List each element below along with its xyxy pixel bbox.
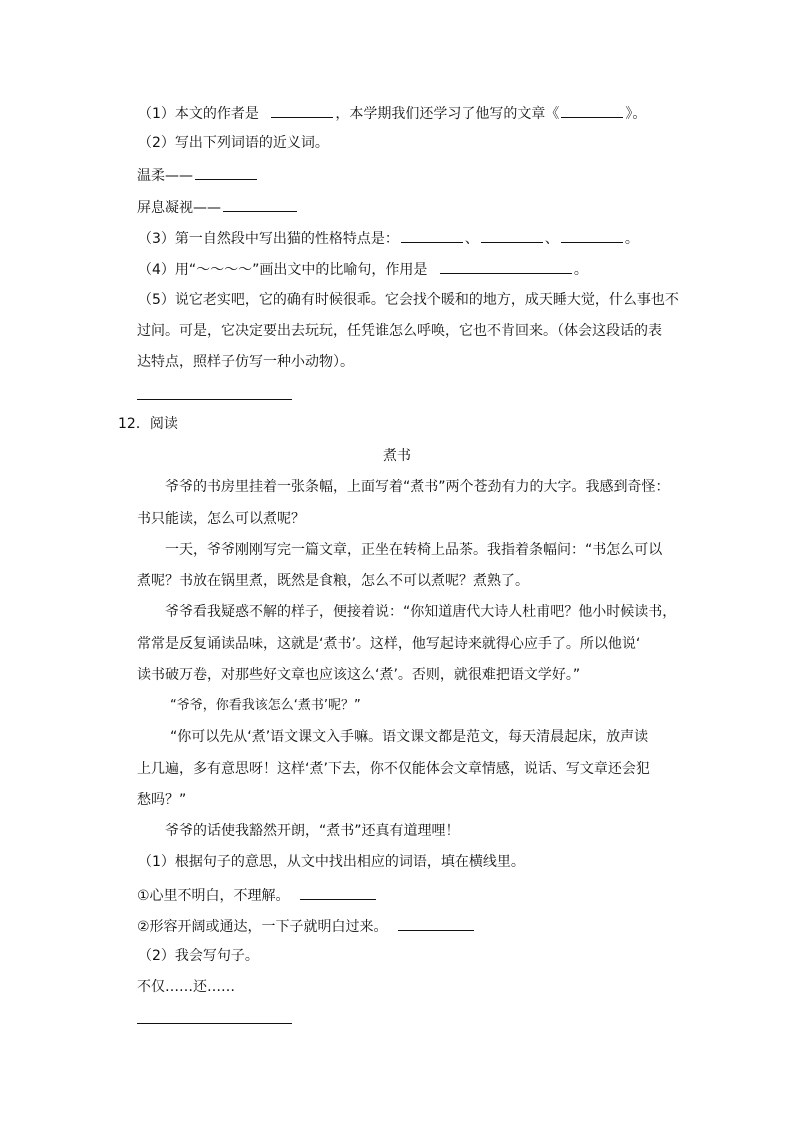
passage-p1-line2: 书只能读，怎么可以煮呢？ xyxy=(137,511,305,527)
passage-p6: 爷爷的话使我豁然开朗，“煮书”还真有道理哩！ xyxy=(165,823,460,839)
q11-sub1-text-b: ，本学期我们还学习了他写的文章《 xyxy=(335,106,560,122)
q11-sub1-text-c: 》。 xyxy=(625,106,647,122)
q12-sub1-item2 xyxy=(137,915,476,935)
author-blank[interactable] xyxy=(271,102,333,118)
q11-sub2 xyxy=(138,133,329,153)
q11-sub3-text: （3）第一自然段中写出猫的性格特点是： xyxy=(138,231,399,247)
passage-p2-line1: 一天，爷爷刚刚写完一篇文章，正坐在转椅上品茶。我指着条幅问：“书怎么可以 xyxy=(165,542,663,558)
article-title-blank[interactable] xyxy=(561,102,623,118)
trait-blank-2[interactable] xyxy=(481,227,543,243)
passage-p5-line3: 愁吗？” xyxy=(137,792,187,808)
imitation-answer-line[interactable] xyxy=(137,399,292,400)
q12-sub1-item1 xyxy=(137,884,378,904)
q11-sub5-line3: 达特点，照样子仿写一种小动物）。 xyxy=(137,354,354,370)
q11-sub3-sep2: 、 xyxy=(544,231,559,247)
passage-p3-line1: 爷爷看我疑惑不解的样子，便接着说：“你知道唐代大诗人杜甫吧？他小时候读书， xyxy=(165,604,677,620)
q12-sub1-item2-text: ②形容开阔或通达，一下子就明白过来。 xyxy=(137,919,388,935)
passage-p5-line1: “你可以先从‘煮’语文课文入手嘛。语文课文都是范文，每天清晨起床，放声读 xyxy=(170,729,649,745)
sentence-pattern-prompt: 不仅……还…… xyxy=(137,979,235,995)
passage-title: 煮书 xyxy=(383,448,411,464)
q11-sub5-line2: 过问。可是，它决定要出去玩玩，任凭谁怎么呼唤，它也不肯回来。（体会这段话的表 xyxy=(137,323,662,339)
passage-p3-line3: 读书破万卷，对那些好文章也应该这么‘煮’。否则，就很难把语文学好。” xyxy=(137,667,581,683)
sentence-answer-line[interactable] xyxy=(137,1023,292,1024)
passage-p5-line2: 上几遍，多有意思呀！这样‘煮’下去，你不仅能体会文章情感，说话、写文章还会犯 xyxy=(137,761,650,777)
q11-sub4 xyxy=(138,258,588,278)
q12-sub2: （2）我会写句子。 xyxy=(138,948,259,964)
passage-p2-line2: 煮呢？书放在锅里煮，既然是食粮，怎么不可以煮呢？煮熟了。 xyxy=(137,573,529,589)
synonym-blank-1[interactable] xyxy=(195,164,257,180)
q11-sub3-end: 。 xyxy=(624,231,639,247)
q11-sub4-end: 。 xyxy=(573,262,588,278)
trait-blank-3[interactable] xyxy=(561,227,623,243)
q11-sub1-text-a: （1）本文的作者是 xyxy=(138,106,259,122)
passage-p4: “爷爷，你看我该怎么‘煮书’呢？” xyxy=(170,698,361,713)
q12-number: 12．阅读 xyxy=(118,416,178,432)
word-blank-2[interactable] xyxy=(398,915,474,931)
synonym-blank-2[interactable] xyxy=(223,196,297,212)
q11-sub3-sep1: 、 xyxy=(464,231,479,247)
synonym-row-1 xyxy=(137,164,259,184)
synonym-row-2 xyxy=(137,196,299,216)
simile-effect-blank[interactable] xyxy=(440,258,572,274)
q12-sub1-item1-text: ①心里不明白，不理解。 xyxy=(137,888,290,904)
q11-sub5-line1: （5）说它老实吧，它的确有时候很乖。它会找个暖和的地方，成天睡大觉，什么事也不 xyxy=(138,292,679,308)
word-blank-1[interactable] xyxy=(300,884,376,900)
q11-sub4-text: （4）用“～～～～”画出文中的比喻句，作用是 xyxy=(138,262,428,278)
trait-blank-1[interactable] xyxy=(401,227,463,243)
synonym-word-2: 屏息凝视—— xyxy=(137,200,221,216)
q11-sub2-text: （2）写出下列词语的近义词。 xyxy=(138,135,329,151)
q12-sub1: （1）根据句子的意思，从文中找出相应的词语，填在横线里。 xyxy=(138,854,525,870)
q11-sub3 xyxy=(138,227,639,247)
passage-p1-line1: 爷爷的书房里挂着一张条幅，上面写着“煮书”两个苍劲有力的大字。我感到奇怪： xyxy=(165,479,670,495)
synonym-word-1: 温柔—— xyxy=(137,168,193,184)
passage-p3-line2: 常常是反复诵读品味，这就是‘煮书’。这样，他写起诗来就得心应手了。所以他说‘ xyxy=(137,636,641,652)
q11-sub1 xyxy=(138,102,646,122)
